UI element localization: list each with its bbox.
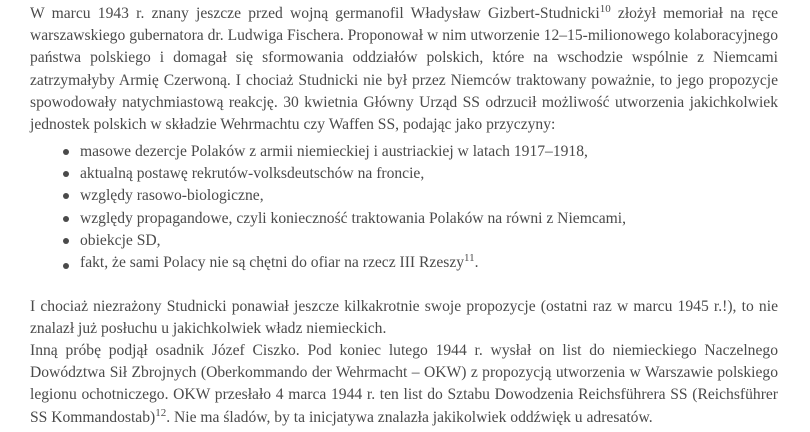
bullet-icon bbox=[63, 263, 69, 269]
third-paragraph bbox=[30, 340, 778, 429]
list-item: masowe dezercje Polaków z armii niemieckiej i austriackiej w latach 1917–1918, bbox=[60, 141, 780, 163]
footnote-ref-12[interactable]: 12 bbox=[155, 406, 167, 419]
list-item: względy propagandowe, czyli konieczność traktowania Polaków na równi z Niemcami, bbox=[60, 208, 780, 230]
second-paragraph: I chociaż niezrażony Studnicki ponawiał jeszcze kilkakrotnie swoje propozycje (ostatni raz w marcu 1945 r.!), to nie znalazł już posłuchu u jakichkolwiek władz niemieckich. bbox=[30, 298, 778, 338]
intro-text-start: W marcu 1943 r. znany jeszcze przed wojną germanofil Władysław Gizbert-Studnicki bbox=[30, 5, 600, 22]
third-text-end: . Nie ma śladów, by ta inicjatywa znalazła jakikolwiek oddźwięk u adresatów. bbox=[166, 408, 653, 426]
reasons-list bbox=[60, 141, 780, 276]
footnote-ref-10[interactable]: 10 bbox=[599, 3, 611, 15]
list-item: obiekcje SD, bbox=[60, 230, 780, 252]
third-text-start: Inną próbę podjął osadnik Józef Ciszko. Pod koniec lutego 1944 r. wysłał on list do niemieckiego Naczelnego Dowództwa Sił Zbrojnych (Oberkommando der Wehrmacht – OKW) z propozycją utworzenia w Warszawie polskiego legionu ochotniczego. OKW przesłało 4 marca 1944 r. ten list do Sztabu Dowodzenia Reichsführera SS (Reichsführer SS Kommandostab) bbox=[30, 342, 778, 426]
bullet-icon bbox=[63, 149, 69, 155]
bullet-icon bbox=[63, 193, 69, 199]
intro-text-end: złożył memoriał na ręce warszawskiego gubernatora dr. Ludwiga Fischera. Proponował w nim utworzenie 12–15-milionowego kolaboracyjnego państwa polskiego i domagał się sformowania oddziałów polskich, które na wschodzie wspólnie z Niemcami zatrzymałyby Armię Czerwoną. I chociaż Studnicki nie był przez Niemców traktowany poważnie, to jego propozycje spowodowały natychmiastową reakcję. 30 kwietnia Główny Urząd SS odrzucił możliwość utworzenia jakichkolwiek jednostek polskich w składzie Wehrmachtu czy Waffen SS, podając jako przyczyny: bbox=[30, 5, 778, 134]
bullet-icon bbox=[63, 216, 69, 222]
list-item: względy rasowo-biologiczne, bbox=[60, 185, 780, 207]
list-item: fakt, że sami Polacy nie są chętni do ofiar na rzecz III Rzeszy$^{11}$. bbox=[60, 252, 780, 276]
bullet-icon bbox=[63, 171, 69, 177]
footnote-ref-11[interactable]: 11 bbox=[464, 251, 475, 264]
intro-paragraph bbox=[30, 3, 778, 136]
bullet-icon bbox=[63, 238, 69, 244]
list-item: aktualną postawę rekrutów-volksdeutschów na froncie, bbox=[60, 163, 780, 185]
